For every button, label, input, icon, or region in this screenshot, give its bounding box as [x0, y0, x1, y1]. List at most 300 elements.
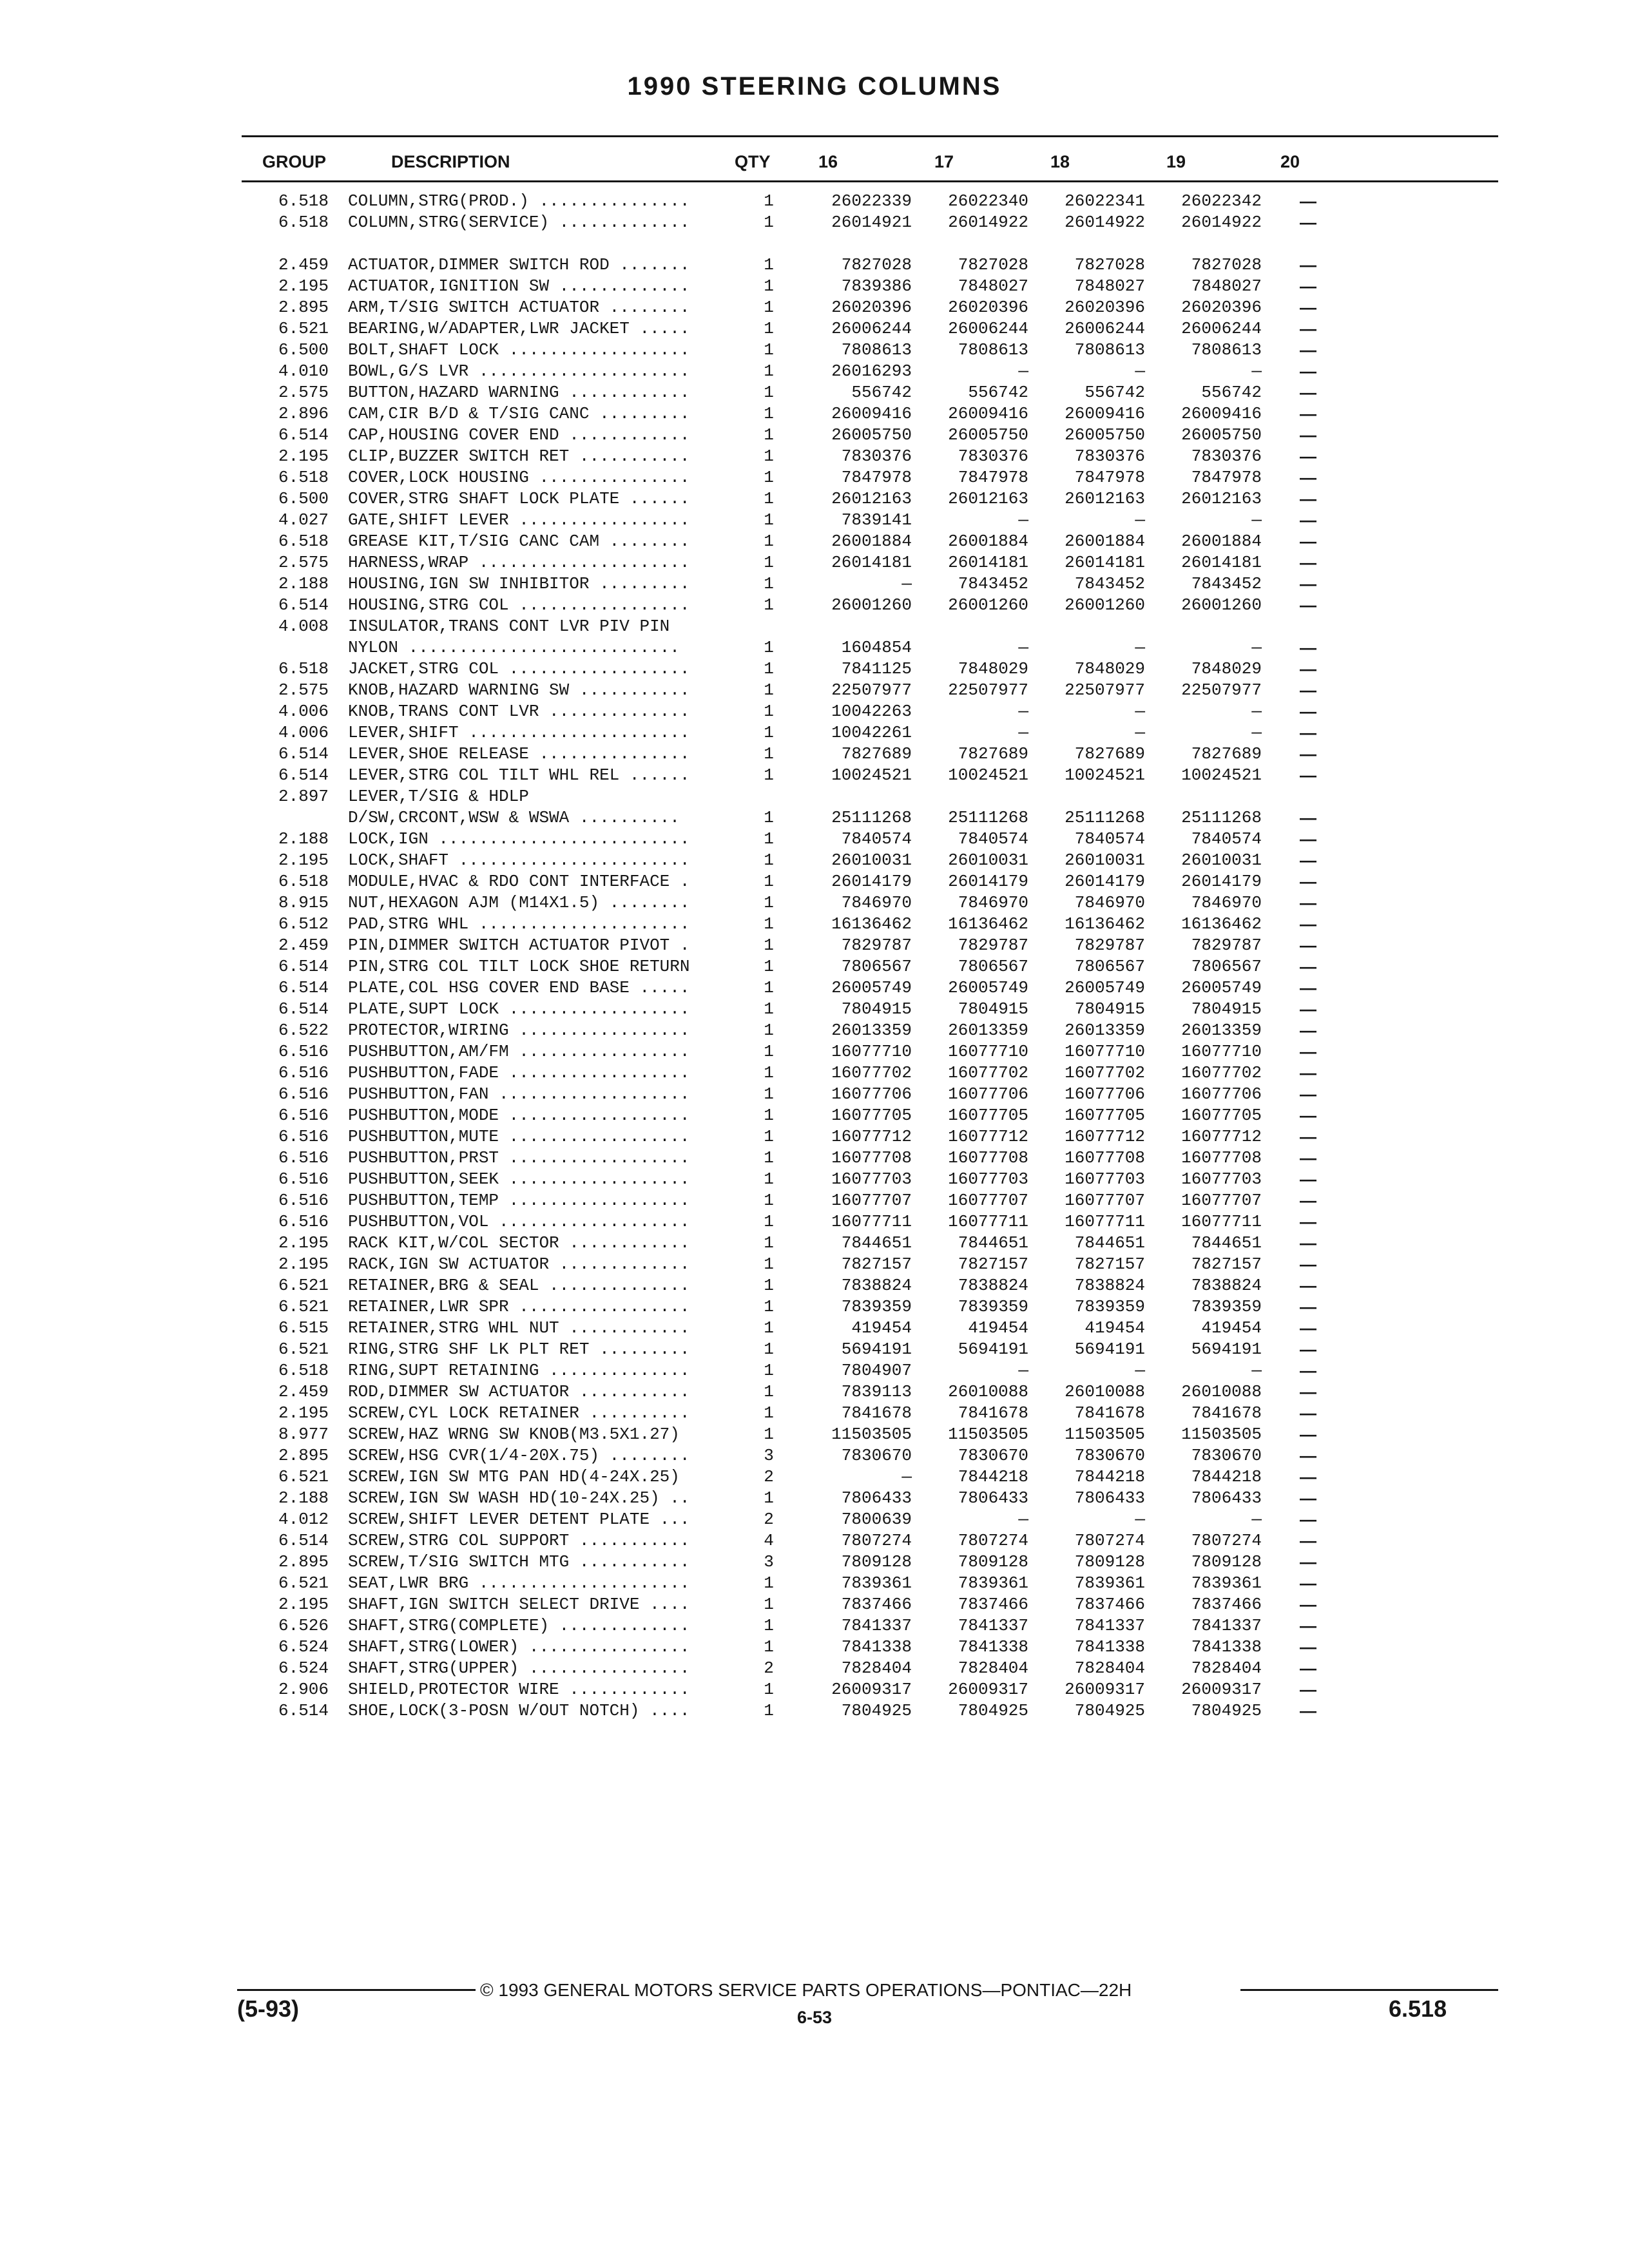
col-20-cell: —	[1300, 1552, 1316, 1571]
col-17-cell: —	[1018, 361, 1028, 381]
group-cell: 4.010	[278, 361, 329, 381]
header-col-16: 16	[818, 152, 838, 171]
qty-cell: 1	[764, 1042, 774, 1061]
col-18-cell: 7844218	[1074, 1467, 1145, 1486]
table-row	[251, 1424, 1347, 1445]
col-18-cell: 16077703	[1065, 1169, 1145, 1189]
table-row	[251, 892, 1347, 914]
description-cell: LEVER,SHOE RELEASE ...............	[348, 744, 690, 764]
col-18-cell: 7804915	[1074, 999, 1145, 1019]
col-20-cell: —	[1300, 489, 1316, 508]
description-cell: RETAINER,STRG WHL NUT ............	[348, 1318, 690, 1338]
col-16-cell: 7839359	[841, 1297, 912, 1316]
col-18-cell: 7827157	[1074, 1254, 1145, 1274]
col-18-cell: 7829787	[1074, 936, 1145, 955]
qty-cell: 1	[764, 1701, 774, 1720]
qty-cell: 1	[764, 808, 774, 827]
col-16-cell: 7837466	[841, 1595, 912, 1614]
col-17-cell: 26022340	[948, 191, 1028, 211]
table-row	[251, 765, 1347, 786]
qty-cell: 1	[764, 1573, 774, 1593]
col-17-cell: 26014181	[948, 553, 1028, 572]
col-17-cell: —	[1018, 510, 1028, 530]
qty-cell: 2	[764, 1467, 774, 1486]
group-cell: 2.897	[278, 787, 329, 806]
qty-cell: 1	[764, 702, 774, 721]
col-20-cell: —	[1300, 1425, 1316, 1444]
col-19-cell: 16077710	[1181, 1042, 1262, 1061]
table-row	[251, 914, 1347, 935]
col-19-cell: 16136462	[1181, 914, 1262, 934]
col-17-cell: 5694191	[958, 1340, 1028, 1359]
col-16-cell: 7840574	[841, 829, 912, 849]
col-18-cell: 7843452	[1074, 574, 1145, 593]
col-20-cell: —	[1300, 1403, 1316, 1423]
group-cell: 6.516	[278, 1106, 329, 1125]
col-17-cell: 16136462	[948, 914, 1028, 934]
col-20-cell: —	[1300, 744, 1316, 764]
col-17-cell: 16077712	[948, 1127, 1028, 1146]
group-cell: 2.195	[278, 850, 329, 870]
col-18-cell: 5694191	[1074, 1340, 1145, 1359]
description-cell: PAD,STRG WHL .....................	[348, 914, 690, 934]
col-18-cell: 26005750	[1065, 425, 1145, 445]
col-19-cell: 7843452	[1191, 574, 1262, 593]
description-cell: COVER,STRG SHAFT LOCK PLATE ......	[348, 489, 690, 508]
col-18-cell: 26022341	[1065, 191, 1145, 211]
col-19-cell: 26009416	[1181, 404, 1262, 423]
col-16-cell: 26005749	[831, 978, 912, 997]
col-17-cell: 16077702	[948, 1063, 1028, 1082]
group-cell: 2.195	[278, 276, 329, 296]
table-row	[251, 446, 1347, 467]
qty-cell: 1	[764, 1403, 774, 1423]
description-cell: NUT,HEXAGON AJM (M14X1.5) ........	[348, 893, 690, 912]
group-cell: 6.522	[278, 1021, 329, 1040]
col-16-cell: 26014179	[831, 872, 912, 891]
col-19-cell: 7807274	[1191, 1531, 1262, 1550]
col-17-cell: 26005749	[948, 978, 1028, 997]
col-16-cell: 26016293	[831, 361, 912, 381]
col-16-cell: 16077712	[831, 1127, 912, 1146]
col-17-cell: 7844218	[958, 1467, 1028, 1486]
col-18-cell: 26013359	[1065, 1021, 1145, 1040]
group-cell: 6.518	[278, 659, 329, 678]
col-18-cell: 7839361	[1074, 1573, 1145, 1593]
col-18-cell: 26001884	[1065, 532, 1145, 551]
col-20-cell: —	[1300, 850, 1316, 870]
description-cell: MODULE,HVAC & RDO CONT INTERFACE .	[348, 872, 690, 891]
col-19-cell: 11503505	[1181, 1425, 1262, 1444]
table-row	[251, 1339, 1347, 1360]
qty-cell: 1	[764, 1340, 774, 1359]
col-17-cell: 10024521	[948, 765, 1028, 785]
group-cell: 6.518	[278, 1361, 329, 1380]
col-16-cell: 7841678	[841, 1403, 912, 1423]
col-17-cell: 16077708	[948, 1148, 1028, 1168]
table-row	[251, 1509, 1347, 1530]
qty-cell: 1	[764, 1382, 774, 1401]
qty-cell: 3	[764, 1446, 774, 1465]
qty-cell: 1	[764, 893, 774, 912]
col-20-cell: —	[1300, 957, 1316, 976]
table-row	[251, 999, 1347, 1020]
col-20-cell: —	[1300, 1127, 1316, 1146]
col-20-cell: —	[1300, 574, 1316, 593]
col-18-cell: 7837466	[1074, 1595, 1145, 1614]
col-20-cell: —	[1300, 213, 1316, 232]
table-row	[251, 318, 1347, 340]
qty-cell: 1	[764, 723, 774, 742]
description-cell: SHOE,LOCK(3-POSN W/OUT NOTCH) ....	[348, 1701, 690, 1720]
description-cell: SHAFT,STRG(LOWER) ................	[348, 1637, 690, 1657]
col-17-cell: 7847978	[958, 468, 1028, 487]
description-cell: HOUSING,STRG COL .................	[348, 595, 690, 615]
col-17-cell: 7841337	[958, 1616, 1028, 1635]
col-18-cell: 7830376	[1074, 447, 1145, 466]
col-17-cell: 7848029	[958, 659, 1028, 678]
col-16-cell: 7827028	[841, 255, 912, 274]
group-cell: 6.518	[278, 872, 329, 891]
qty-cell: 1	[764, 1021, 774, 1040]
qty-cell: 1	[764, 957, 774, 976]
col-18-cell: —	[1135, 510, 1145, 530]
description-cell: PUSHBUTTON,MODE ..................	[348, 1106, 690, 1125]
col-17-cell: 7848027	[958, 276, 1028, 296]
group-cell: 6.524	[278, 1637, 329, 1657]
description-cell: RING,STRG SHF LK PLT RET .........	[348, 1340, 690, 1359]
description-cell: KNOB,HAZARD WARNING SW ...........	[348, 680, 690, 700]
table-row	[251, 1254, 1347, 1275]
table-row	[251, 1445, 1347, 1466]
group-cell: 6.514	[278, 595, 329, 615]
col-18-cell: 10024521	[1065, 765, 1145, 785]
table-row	[251, 1700, 1347, 1722]
group-cell: 6.521	[278, 1573, 329, 1593]
qty-cell: 1	[764, 1127, 774, 1146]
col-20-cell: —	[1300, 1658, 1316, 1678]
col-19-cell: —	[1251, 638, 1262, 657]
qty-cell: 1	[764, 680, 774, 700]
group-cell: 6.514	[278, 425, 329, 445]
qty-cell: 1	[764, 829, 774, 849]
group-cell: 6.514	[278, 1701, 329, 1720]
description-cell: HOUSING,IGN SW INHIBITOR .........	[348, 574, 690, 593]
col-18-cell: —	[1135, 638, 1145, 657]
table-row	[251, 1296, 1347, 1318]
col-16-cell: 7809128	[841, 1552, 912, 1571]
col-20-cell: —	[1300, 1616, 1316, 1635]
description-cell: PUSHBUTTON,SEEK ..................	[348, 1169, 690, 1189]
qty-cell: 1	[764, 383, 774, 402]
table-row	[251, 1658, 1347, 1679]
qty-cell: 1	[764, 1148, 774, 1168]
col-20-cell: —	[1300, 978, 1316, 997]
col-17-cell: —	[1018, 638, 1028, 657]
col-16-cell: 7838824	[841, 1276, 912, 1295]
group-cell: 4.008	[278, 617, 329, 636]
table-row	[251, 1275, 1347, 1296]
col-20-cell: —	[1300, 1148, 1316, 1168]
table-row	[251, 531, 1347, 552]
group-cell: 6.500	[278, 489, 329, 508]
col-19-cell: 16077711	[1181, 1212, 1262, 1231]
col-20-cell: —	[1300, 553, 1316, 572]
col-18-cell: 26014181	[1065, 553, 1145, 572]
table-row	[251, 276, 1347, 297]
col-18-cell: 26009416	[1065, 404, 1145, 423]
table-row	[251, 680, 1347, 701]
col-20-cell: —	[1300, 425, 1316, 445]
col-20-cell: —	[1300, 1573, 1316, 1593]
col-19-cell: 26022342	[1181, 191, 1262, 211]
description-cell: SCREW,T/SIG SWITCH MTG ...........	[348, 1552, 690, 1571]
qty-cell: 1	[764, 1425, 774, 1444]
description-cell: D/SW,CRCONT,WSW & WSWA ..........	[348, 808, 680, 827]
col-16-cell: 26006244	[831, 319, 912, 338]
header-col-20: 20	[1280, 152, 1300, 171]
col-20-cell: —	[1300, 1042, 1316, 1061]
qty-cell: 1	[764, 1297, 774, 1316]
table-row	[251, 1552, 1347, 1573]
col-19-cell: 26005749	[1181, 978, 1262, 997]
col-19-cell: 16077702	[1181, 1063, 1262, 1082]
col-20-cell: —	[1300, 893, 1316, 912]
col-16-cell: 25111268	[831, 808, 912, 827]
description-cell: RACK,IGN SW ACTUATOR .............	[348, 1254, 690, 1274]
col-20-cell: —	[1300, 1106, 1316, 1125]
group-cell: 6.518	[278, 213, 329, 232]
col-17-cell: 26012163	[948, 489, 1028, 508]
col-16-cell: 11503505	[831, 1425, 912, 1444]
group-cell: 2.188	[278, 829, 329, 849]
description-cell: SCREW,STRG COL SUPPORT ...........	[348, 1531, 690, 1550]
col-16-cell: 7804915	[841, 999, 912, 1019]
qty-cell: 1	[764, 1063, 774, 1082]
col-17-cell: 7830670	[958, 1446, 1028, 1465]
table-row	[251, 744, 1347, 765]
qty-cell: 1	[764, 595, 774, 615]
group-cell: 4.012	[278, 1510, 329, 1529]
qty-cell: 1	[764, 936, 774, 955]
col-17-cell: 7843452	[958, 574, 1028, 593]
group-cell: 2.895	[278, 1552, 329, 1571]
col-18-cell: 7806433	[1074, 1488, 1145, 1508]
description-cell: SCREW,HSG CVR(1/4-20X.75) ........	[348, 1446, 690, 1465]
col-19-cell: 7846970	[1191, 893, 1262, 912]
col-16-cell: 7830670	[841, 1446, 912, 1465]
col-19-cell: 7844218	[1191, 1467, 1262, 1486]
footer-credit: © 1993 GENERAL MOTORS SERVICE PARTS OPERATIONS—PONTIAC—22H	[480, 1980, 1132, 2000]
col-19-cell: 7837466	[1191, 1595, 1262, 1614]
description-cell: SCREW,CYL LOCK RETAINER ..........	[348, 1403, 690, 1423]
col-16-cell: 16077707	[831, 1191, 912, 1210]
description-cell: SHAFT,STRG(UPPER) ................	[348, 1658, 690, 1678]
col-17-cell: —	[1018, 1510, 1028, 1529]
group-cell: 2.188	[278, 574, 329, 593]
table-row	[251, 1041, 1347, 1062]
parts-table	[251, 191, 1347, 1722]
table-row	[251, 403, 1347, 425]
description-cell: LEVER,STRG COL TILT WHL REL ......	[348, 765, 690, 785]
table-row	[251, 1318, 1347, 1339]
col-18-cell: 7827028	[1074, 255, 1145, 274]
col-19-cell: 16077703	[1181, 1169, 1262, 1189]
col-17-cell: 26020396	[948, 298, 1028, 317]
col-20-cell: —	[1300, 1467, 1316, 1486]
col-17-cell: 11503505	[948, 1425, 1028, 1444]
table-row	[251, 340, 1347, 361]
description-cell: LOCK,SHAFT .......................	[348, 850, 690, 870]
col-16-cell: 7846970	[841, 893, 912, 912]
table-row	[251, 425, 1347, 446]
description-cell: SCREW,IGN SW WASH HD(10-24X.25) ..	[348, 1488, 690, 1508]
col-19-cell: 26010088	[1181, 1382, 1262, 1401]
col-16-cell: 16136462	[831, 914, 912, 934]
table-row	[251, 510, 1347, 531]
col-17-cell: 26009416	[948, 404, 1028, 423]
col-19-cell: 7827689	[1191, 744, 1262, 764]
qty-cell: 1	[764, 553, 774, 572]
col-18-cell: —	[1135, 1361, 1145, 1380]
description-cell: PUSHBUTTON,FADE ..................	[348, 1063, 690, 1082]
qty-cell: 1	[764, 319, 774, 338]
description-cell: PUSHBUTTON,PRST ..................	[348, 1148, 690, 1168]
col-17-cell: 7839359	[958, 1297, 1028, 1316]
col-18-cell: 11503505	[1065, 1425, 1145, 1444]
col-19-cell: 7830670	[1191, 1446, 1262, 1465]
col-20-cell: —	[1300, 1510, 1316, 1529]
description-cell: BEARING,W/ADAPTER,LWR JACKET .....	[348, 319, 690, 338]
table-row	[251, 1594, 1347, 1615]
col-20-cell: —	[1300, 1212, 1316, 1231]
col-17-cell: 7840574	[958, 829, 1028, 849]
col-19-cell: 7806433	[1191, 1488, 1262, 1508]
col-16-cell: 7828404	[841, 1658, 912, 1678]
col-20-cell: —	[1300, 361, 1316, 381]
col-18-cell: 26010088	[1065, 1382, 1145, 1401]
description-cell: SEAT,LWR BRG .....................	[348, 1573, 690, 1593]
col-18-cell: 7806567	[1074, 957, 1145, 976]
col-19-cell: 25111268	[1181, 808, 1262, 827]
col-18-cell: —	[1135, 702, 1145, 721]
description-cell: PUSHBUTTON,FAN ...................	[348, 1084, 690, 1104]
description-cell: RING,SUPT RETAINING ..............	[348, 1361, 690, 1380]
group-cell: 2.459	[278, 1382, 329, 1401]
table-row	[251, 1233, 1347, 1254]
col-19-cell: —	[1251, 1361, 1262, 1380]
col-19-cell: 7804915	[1191, 999, 1262, 1019]
col-19-cell: 7848029	[1191, 659, 1262, 678]
qty-cell: 1	[764, 1488, 774, 1508]
description-cell: PROTECTOR,WIRING .................	[348, 1021, 690, 1040]
description-cell: PLATE,SUPT LOCK ..................	[348, 999, 690, 1019]
col-17-cell: 22507977	[948, 680, 1028, 700]
table-row	[251, 573, 1347, 595]
group-cell: 2.195	[278, 1403, 329, 1423]
qty-cell: 1	[764, 1212, 774, 1231]
table-row	[251, 297, 1347, 318]
table-row	[251, 1211, 1347, 1233]
qty-cell: 1	[764, 276, 774, 296]
col-20-cell: —	[1300, 1361, 1316, 1380]
col-16-cell: 7800639	[841, 1510, 912, 1529]
col-18-cell: 16077711	[1065, 1212, 1145, 1231]
table-row	[251, 1615, 1347, 1637]
col-19-cell: 7828404	[1191, 1658, 1262, 1678]
col-20-cell: —	[1300, 340, 1316, 360]
col-20-cell: —	[1300, 1595, 1316, 1614]
col-20-cell: —	[1300, 1021, 1316, 1040]
col-18-cell: 7838824	[1074, 1276, 1145, 1295]
description-cell: INSULATOR,TRANS CONT LVR PIV PIN	[348, 617, 670, 636]
col-20-cell: —	[1300, 999, 1316, 1019]
col-16-cell: 419454	[851, 1318, 912, 1338]
col-20-cell: —	[1300, 298, 1316, 317]
col-16-cell: 10042261	[831, 723, 912, 742]
col-20-cell: —	[1300, 1637, 1316, 1657]
col-16-cell: 7847978	[841, 468, 912, 487]
description-cell: PUSHBUTTON,MUTE ..................	[348, 1127, 690, 1146]
col-18-cell: 16136462	[1065, 914, 1145, 934]
col-16-cell: 7841337	[841, 1616, 912, 1635]
col-19-cell: 26020396	[1181, 298, 1262, 317]
col-17-cell: 7830376	[958, 447, 1028, 466]
col-19-cell: —	[1251, 361, 1262, 381]
col-20-cell: —	[1300, 914, 1316, 934]
table-row	[251, 595, 1347, 616]
col-17-cell: 16077706	[948, 1084, 1028, 1104]
col-20-cell: —	[1300, 1254, 1316, 1274]
group-cell: 8.915	[278, 893, 329, 912]
table-row	[251, 1381, 1347, 1403]
col-17-cell: 556742	[968, 383, 1028, 402]
col-19-cell: 26005750	[1181, 425, 1262, 445]
table-row	[251, 1679, 1347, 1700]
col-18-cell: 16077702	[1065, 1063, 1145, 1082]
group-cell: 2.575	[278, 680, 329, 700]
qty-cell: 4	[764, 1531, 774, 1550]
col-17-cell: 7846970	[958, 893, 1028, 912]
col-17-cell: 26014179	[948, 872, 1028, 891]
col-16-cell: 26020396	[831, 298, 912, 317]
col-18-cell: 26006244	[1065, 319, 1145, 338]
qty-cell: 1	[764, 298, 774, 317]
qty-cell: 1	[764, 574, 774, 593]
group-cell: 2.195	[278, 447, 329, 466]
description-cell: RETAINER,LWR SPR .................	[348, 1297, 690, 1316]
col-20-cell: —	[1300, 1169, 1316, 1189]
col-19-cell: 7804925	[1191, 1701, 1262, 1720]
description-cell: KNOB,TRANS CONT LVR ..............	[348, 702, 690, 721]
col-19-cell: 7841337	[1191, 1616, 1262, 1635]
qty-cell: 1	[764, 638, 774, 657]
col-16-cell: 16077711	[831, 1212, 912, 1231]
qty-cell: 1	[764, 914, 774, 934]
group-cell: 8.977	[278, 1425, 329, 1444]
table-row	[251, 1530, 1347, 1552]
col-17-cell: 7806567	[958, 957, 1028, 976]
description-cell: BOWL,G/S LVR .....................	[348, 361, 690, 381]
col-16-cell: 7807274	[841, 1531, 912, 1550]
col-19-cell: 26006244	[1181, 319, 1262, 338]
col-20-cell: —	[1300, 680, 1316, 700]
qty-cell: 1	[764, 425, 774, 445]
group-cell: 6.521	[278, 1340, 329, 1359]
qty-cell: 3	[764, 1552, 774, 1571]
table-row	[251, 552, 1347, 573]
col-20-cell: —	[1300, 1680, 1316, 1699]
